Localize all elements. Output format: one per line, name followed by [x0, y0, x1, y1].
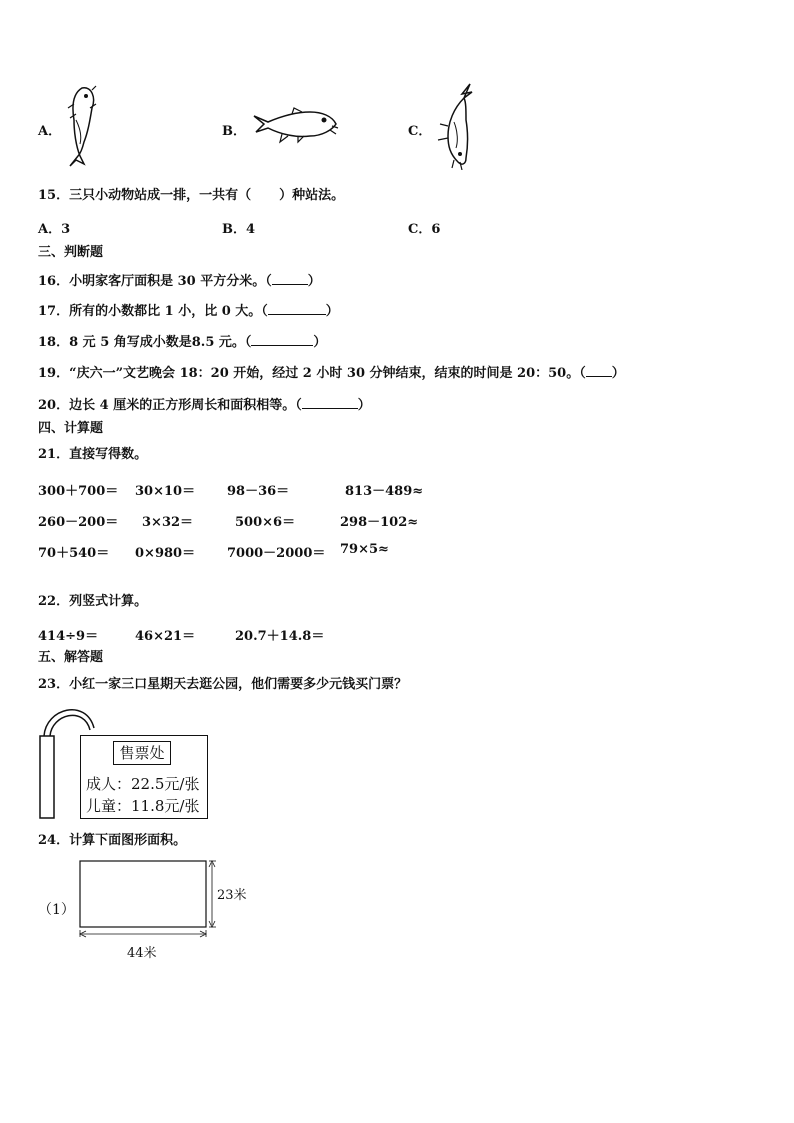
calc-item: 500×6＝: [235, 515, 296, 530]
question-18: [38, 333, 326, 351]
calc-item: 813－489≈: [345, 484, 424, 499]
fish-c-icon: [432, 82, 478, 170]
question-22-title: 22．列竖式计算。: [38, 594, 148, 609]
answer-blank[interactable]: [272, 272, 308, 285]
question-15: [38, 188, 344, 204]
figure-label: （1）: [38, 902, 75, 918]
question-19-close: ）: [611, 366, 625, 381]
question-21-title: 21．直接写得数。: [38, 447, 148, 462]
answer-blank[interactable]: [251, 333, 313, 346]
height-label: 23米: [217, 888, 247, 903]
child-price: 儿童：11.8元/张: [86, 797, 200, 815]
question-15-text: 15．三只小动物站成一排，一共有（: [38, 188, 252, 203]
calc-item: 3×32＝: [142, 515, 194, 530]
calc-item: 7000－2000＝: [227, 546, 326, 561]
option-a-label: A．: [38, 124, 62, 139]
calc-item: 260－200＝: [38, 515, 119, 530]
calc-item: 70＋540＝: [38, 546, 110, 561]
vertical-calc-item: 414÷9＝: [38, 629, 99, 644]
question-19-text: 19．“庆六一”文艺晚会 18：20 开始，经过 2 小时 30 分钟结束，结束的时间是 20：50。（: [38, 366, 586, 381]
question-15-text-after: ）种站法。: [279, 188, 345, 203]
calc-item: 300＋700＝: [38, 484, 119, 499]
q15-option-c: C．6: [408, 222, 441, 237]
section-heading-4: 四、计算题: [38, 421, 104, 436]
option-c-label: C．: [408, 124, 432, 139]
question-17-close: ）: [325, 304, 339, 319]
answer-blank[interactable]: [302, 396, 358, 409]
question-20-close: ）: [357, 398, 371, 413]
calc-item: 30×10＝: [135, 484, 196, 499]
vertical-calc-item: 46×21＝: [135, 629, 196, 644]
question-16-text: 16．小明家客厅面积是 30 平方分米。（: [38, 274, 272, 289]
question-20: [38, 396, 371, 414]
ticket-sign-title: 售票处: [113, 741, 171, 765]
calc-item: 98－36＝: [227, 484, 290, 499]
fish-a-icon: [62, 80, 102, 170]
rectangle-figure: [72, 855, 262, 955]
question-16-close: ）: [307, 274, 321, 289]
calc-item: 0×980＝: [135, 546, 196, 561]
answer-blank[interactable]: [586, 364, 612, 377]
question-19: [38, 364, 625, 382]
answer-blank[interactable]: [268, 302, 326, 315]
section-heading-3: 三、判断题: [38, 245, 104, 260]
question-18-close: ）: [313, 335, 327, 350]
question-18-text: 18．8 元 5 角写成小数是8.5 元。（: [38, 335, 252, 350]
q15-option-a: A．3: [38, 222, 71, 237]
question-17-text: 17．所有的小数都比 1 小，比 0 大。（: [38, 304, 268, 319]
question-20-text: 20．边长 4 厘米的正方形周长和面积相等。（: [38, 398, 302, 413]
vertical-calc-item: 20.7＋14.8＝: [235, 629, 325, 644]
fish-b-icon: [252, 106, 342, 146]
question-23-title: 23．小红一家三口星期天去逛公园，他们需要多少元钱买门票？: [38, 677, 408, 692]
calc-item: 79×5≈: [340, 542, 389, 557]
question-24-title: 24．计算下面图形面积。: [38, 833, 187, 848]
section-heading-5: 五、解答题: [38, 650, 104, 665]
width-label: 44米: [127, 946, 157, 961]
question-17: [38, 302, 339, 320]
calc-item: 298－102≈: [340, 515, 419, 530]
question-16: [38, 272, 321, 290]
option-b-label: B．: [222, 124, 246, 139]
q15-option-b: B．4: [222, 222, 256, 237]
adult-price: 成人：22.5元/张: [86, 775, 200, 793]
